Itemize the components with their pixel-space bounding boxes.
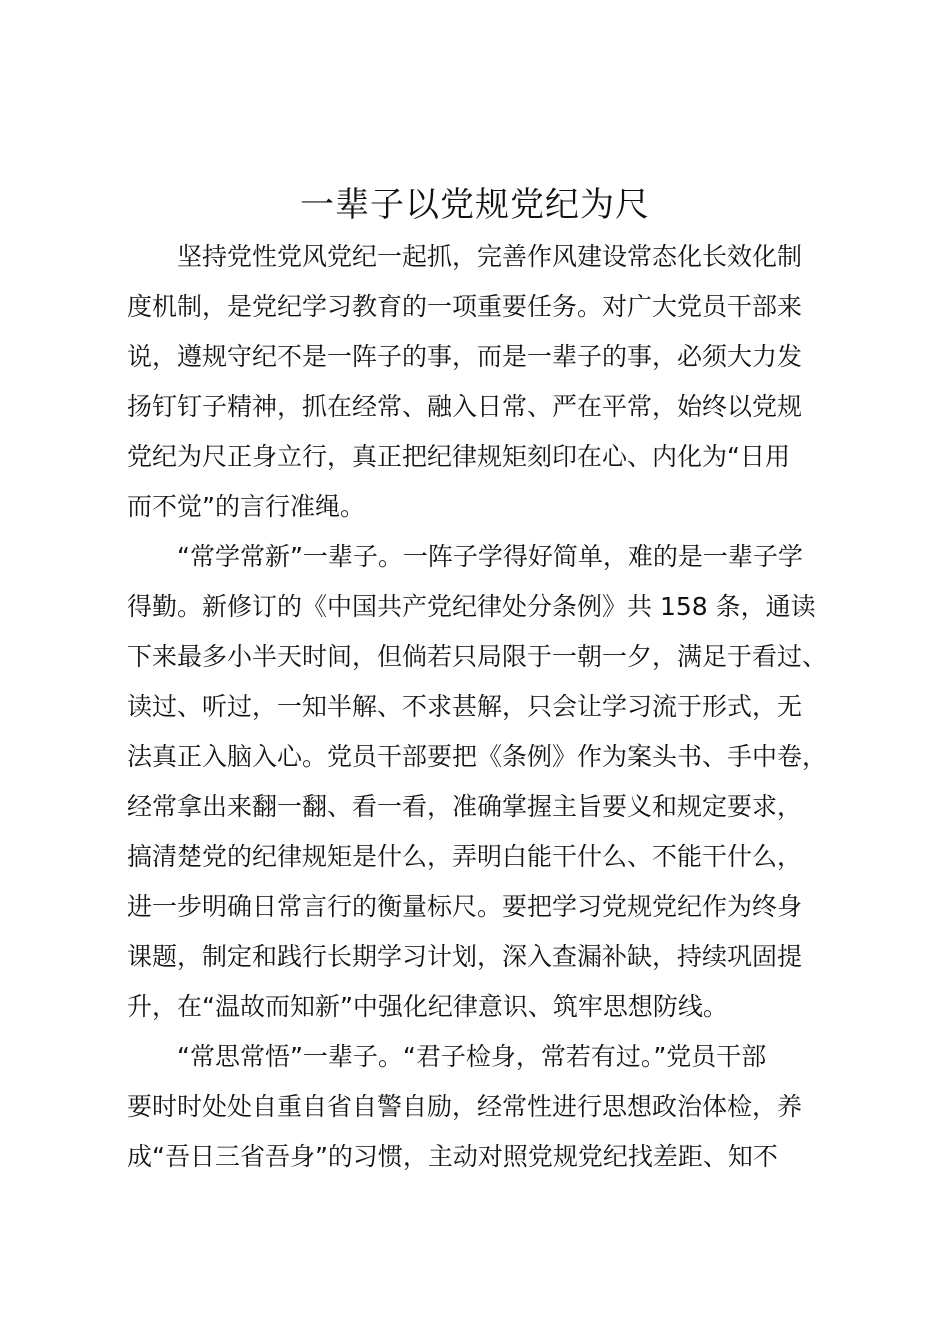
paragraph-line: 扬钉钉子精神，抓在经常、融入日常、严在平常，始终以党规 bbox=[127, 392, 803, 421]
paragraph-line: 党纪为尺正身立行，真正把纪律规矩刻印在心、内化为“日用 bbox=[127, 442, 790, 471]
paragraph-line: 度机制，是党纪学习教育的一项重要任务。对广大党员干部来 bbox=[127, 292, 803, 321]
paragraph-line: “常思常悟”一辈子。“君子检身，常若有过。”党员干部 bbox=[177, 1042, 767, 1071]
paragraph-line: 搞清楚党的纪律规矩是什么，弄明白能干什么、不能干什么， bbox=[127, 842, 803, 871]
paragraph-line: 得勤。新修订的《中国共产党纪律处分条例》共 158 条，通读 bbox=[127, 592, 816, 621]
paragraph-line: 下来最多小半天时间，但倘若只局限于一朝一夕，满足于看过、 bbox=[127, 642, 828, 671]
paragraph-line: 进一步明确日常言行的衡量标尺。要把学习党规党纪作为终身 bbox=[127, 892, 803, 921]
document-body bbox=[127, 232, 847, 1182]
paragraph-line: 课题，制定和践行长期学习计划，深入查漏补缺，持续巩固提 bbox=[127, 942, 803, 971]
paragraph-line: “常学常新”一辈子。一阵子学得好简单，难的是一辈子学 bbox=[177, 542, 803, 571]
document-title: 一辈子以党规党纪为尺 bbox=[300, 185, 650, 225]
paragraph-line: 说，遵规守纪不是一阵子的事，而是一辈子的事，必须大力发 bbox=[127, 342, 803, 371]
paragraph-2 bbox=[127, 532, 847, 1032]
paragraph-line: 法真正入脑入心。党员干部要把《条例》作为案头书、手中卷， bbox=[127, 742, 828, 771]
paragraph-1 bbox=[127, 232, 847, 532]
paragraph-line: 坚持党性党风党纪一起抓，完善作风建设常态化长效化制 bbox=[177, 242, 803, 271]
paragraph-line: 升，在“温故而知新”中强化纪律意识、筑牢思想防线。 bbox=[127, 992, 728, 1021]
paragraph-line: 成“吾日三省吾身”的习惯，主动对照党规党纪找差距、知不 bbox=[127, 1142, 778, 1171]
paragraph-line: 要时时处处自重自省自警自励，经常性进行思想政治体检，养 bbox=[127, 1092, 803, 1121]
paragraph-line: 而不觉”的言行准绳。 bbox=[127, 492, 365, 521]
paragraph-3 bbox=[127, 1032, 847, 1182]
paragraph-line: 读过、听过，一知半解、不求甚解，只会让学习流于形式，无 bbox=[127, 692, 803, 721]
paragraph-line: 经常拿出来翻一翻、看一看，准确掌握主旨要义和规定要求， bbox=[127, 792, 803, 821]
